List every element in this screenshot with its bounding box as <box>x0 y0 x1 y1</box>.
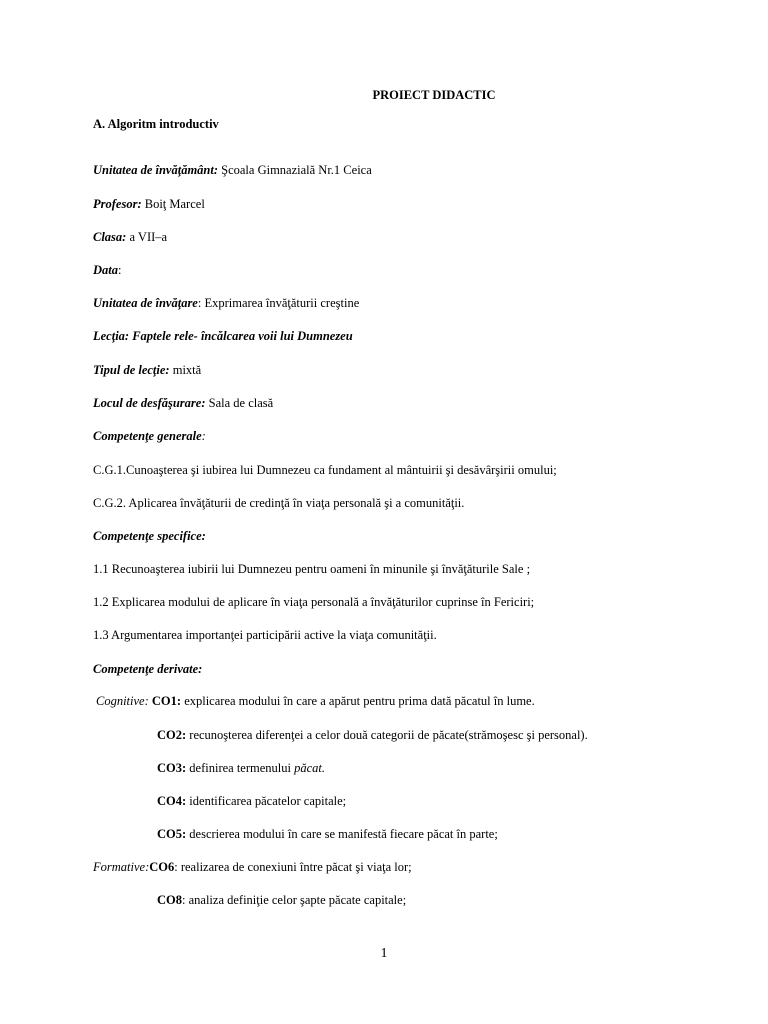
co2-row <box>157 727 588 743</box>
competence-text: : analiza definiţie celor şapte păcate capitale; <box>182 893 407 907</box>
competenta-specifica-item: 1.3 Argumentarea importanţei participării active la viaţa comunităţii. <box>93 628 437 642</box>
field-label: Locul de desfăşurare: <box>93 396 206 410</box>
competence-text: recunoşterea diferenţei a celor două categorii de păcate(strămoşesc şi personal). <box>186 728 588 742</box>
field-label: Profesor: <box>93 197 142 211</box>
competence-code: CO2: <box>157 728 187 742</box>
competence-code: CO8 <box>157 893 182 907</box>
heading-colon: : <box>201 429 206 443</box>
field-value: a VII–a <box>126 230 168 244</box>
competence-text: definirea termenului <box>186 761 295 775</box>
field-profesor <box>93 196 205 212</box>
competence-text: explicarea modului în care a apărut pentru prima dată păcatul în lume. <box>181 694 535 708</box>
field-unitate-invatamant <box>93 162 372 178</box>
field-unitate-invatare <box>93 295 359 311</box>
competenta-generala-item: C.G.2. Aplicarea învăţăturii de credinţă în viaţa personală şi a comunităţii. <box>93 496 465 510</box>
competence-text: identificarea păcatelor capitale; <box>186 794 347 808</box>
field-value: mixtă <box>169 363 202 377</box>
field-data <box>93 262 121 278</box>
section-heading: A. Algoritm introductiv <box>93 117 219 131</box>
co1-row <box>96 693 535 709</box>
field-value: Şcoala Gimnazială Nr.1 Ceica <box>218 163 372 177</box>
field-value: Boiţ Marcel <box>141 197 205 211</box>
field-locul <box>93 395 273 411</box>
field-value: : Exprimarea învăţăturii creştine <box>197 296 360 310</box>
competence-text: : realizarea de conexiuni între păcat şi viaţa lor; <box>174 860 412 874</box>
field-lectia: Lecţia: Faptele rele- încălcarea voii lui Dumnezeu <box>93 329 353 343</box>
field-value: : <box>118 263 122 277</box>
competence-code: CO3: <box>157 761 187 775</box>
competence-code: CO1: <box>151 694 182 708</box>
heading-text: Competenţe generale <box>93 429 202 443</box>
cognitive-label: Cognitive: <box>96 694 149 708</box>
document-title: PROIECT DIDACTIC <box>372 88 496 102</box>
competence-emphasis: păcat. <box>294 761 326 775</box>
competence-code: CO5: <box>157 827 187 841</box>
field-label: Data <box>93 263 118 277</box>
field-label: Clasa: <box>93 230 127 244</box>
competence-text: descrierea modului în care se manifestă fiecare păcat în parte; <box>186 827 498 841</box>
competenta-specifica-item: 1.2 Explicarea modului de aplicare în viaţa personală a învăţăturilor cuprinse în Fericiri; <box>93 595 535 609</box>
field-value: Sala de clasă <box>205 396 274 410</box>
field-label: Unitatea de învăţare <box>93 296 198 310</box>
competente-generale-heading <box>93 428 206 444</box>
competence-code: CO4: <box>157 794 187 808</box>
co3-row <box>157 760 325 776</box>
co6-row <box>93 859 412 875</box>
competenta-generala-item: C.G.1.Cunoaşterea şi iubirea lui Dumnezeu ca fundament al mântuirii şi desăvârşirii omului; <box>93 463 557 477</box>
field-label: Tipul de lecţie: <box>93 363 170 377</box>
co4-row <box>157 793 346 809</box>
page-number: 1 <box>380 946 388 961</box>
formative-label: Formative: <box>93 860 150 874</box>
co5-row <box>157 826 498 842</box>
competenta-specifica-item: 1.1 Recunoaşterea iubirii lui Dumnezeu pentru oameni în minunile şi învăţăturile Sale ; <box>93 562 531 576</box>
competente-derivate-heading: Competenţe derivate: <box>93 662 203 676</box>
competente-specifice-heading: Competenţe specifice: <box>93 529 206 543</box>
competence-code: CO6 <box>149 860 175 874</box>
field-label: Unitatea de învăţământ: <box>93 163 218 177</box>
field-tipul-lectiei <box>93 362 201 378</box>
co8-row <box>157 892 406 908</box>
field-clasa <box>93 229 167 245</box>
